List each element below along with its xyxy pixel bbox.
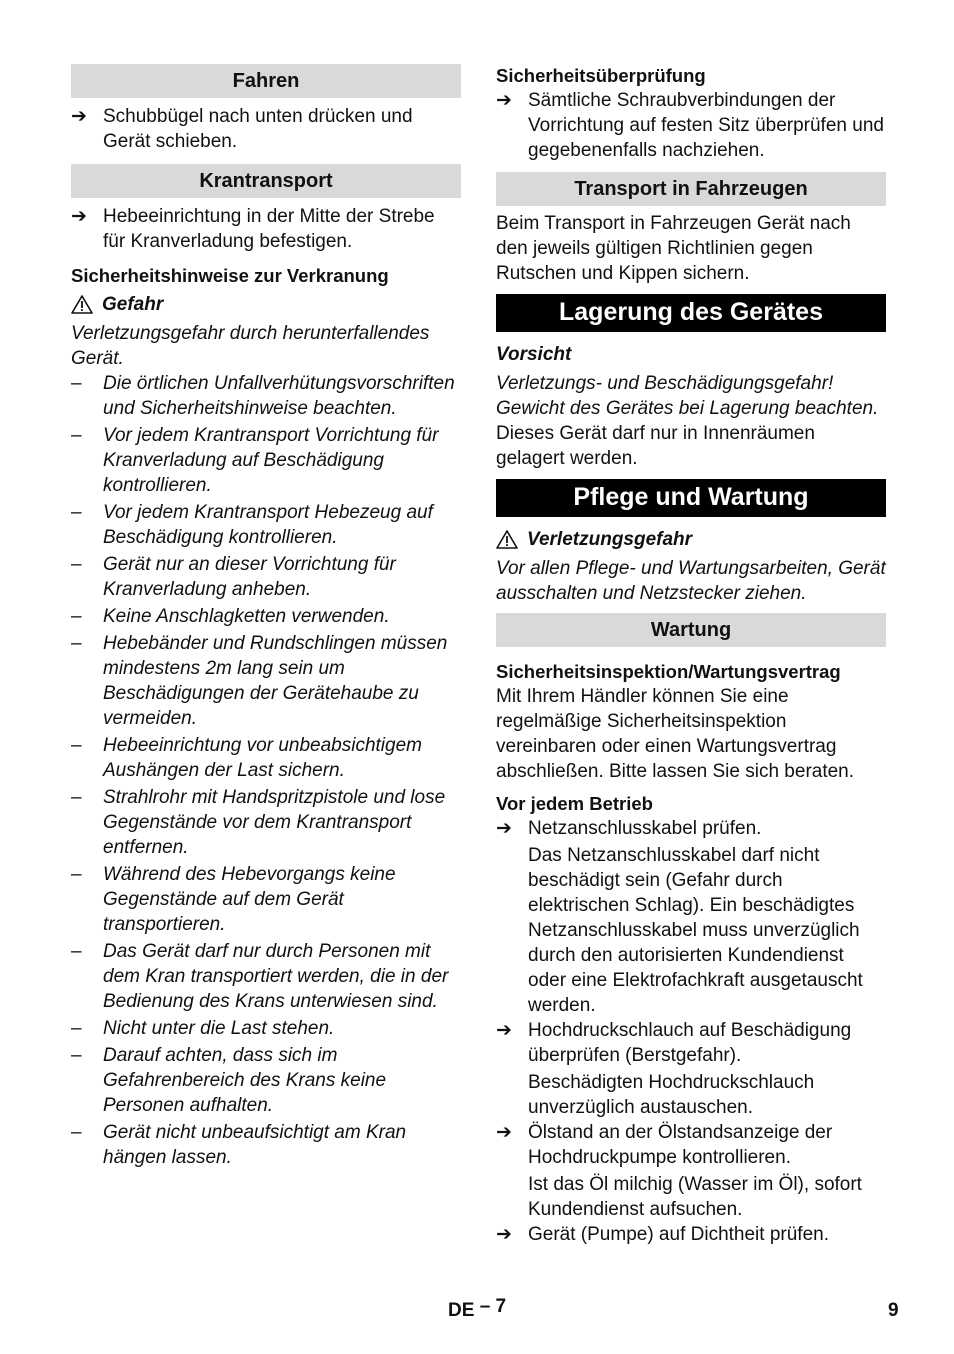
dash-bullet: – <box>71 633 82 654</box>
safety-list-item <box>71 604 461 629</box>
transport-text: Beim Transport in Fahrzeugen Gerät nach den jeweils gültigen Richtlinien gegen Rutschen und Kippen sichern. <box>496 213 851 284</box>
checklist-item <box>496 1222 886 1247</box>
arrow-right-icon: ➔ <box>71 206 87 227</box>
dash-bullet: – <box>71 864 82 885</box>
safety-list-text: Hebebänder und Rundschlingen müssen mindestens 2m lang sein um Beschädigungen der Gerätehaube zu vermeiden. <box>103 633 448 729</box>
chapter-heading-storage: Lagerung des Gerätes <box>496 294 886 332</box>
safety-list-text: Nicht unter die Last stehen. <box>103 1018 335 1039</box>
arrow-right-icon: ➔ <box>496 818 512 839</box>
checklist-detail: Das Netzanschlusskabel darf nicht beschädigt sein (Gefahr durch elektrischen Schlag). Ein beschädigtes Netzanschlusskabel muss unverzüglich durch den autorisierten Kundendienst oder eine Elektrofachkraft ausgetauscht werden. <box>528 845 863 1016</box>
dash-bullet: – <box>71 1122 82 1143</box>
warning-triangle-icon <box>71 295 93 314</box>
page-number: 9 <box>888 1300 899 1321</box>
dash-bullet: – <box>71 941 82 962</box>
arrow-right-icon: ➔ <box>496 1020 512 1041</box>
safety-list-text: Gerät nicht unbeaufsichtigt am Kran hängen lassen. <box>103 1122 407 1168</box>
section-heading-transport: Transport in Fahrzeugen <box>496 172 886 206</box>
language-label: DE <box>448 1300 475 1321</box>
checklist-main: Ölstand an der Ölstandsanzeige der Hochdruckpumpe kontrollieren. <box>528 1122 833 1168</box>
safety-list <box>71 371 461 1170</box>
injury-text: Vor allen Pflege- und Wartungsarbeiten, Gerät ausschalten und Netzstecker ziehen. <box>496 558 886 604</box>
checklist-main: Netzanschlusskabel prüfen. <box>528 818 762 839</box>
dash-bullet: – <box>71 1018 82 1039</box>
safety-list-text: Keine Anschlagketten verwenden. <box>103 606 390 627</box>
storage-text: Dieses Gerät darf nur in Innenräumen gelagert werden. <box>496 423 815 469</box>
page-reference: – 7 <box>479 1296 507 1317</box>
subheading-safety-crane: Sicherheitshinweise zur Verkranung <box>71 265 389 286</box>
checklist-item <box>496 1120 886 1170</box>
safety-list-text: Strahlrohr mit Handspritzpistole und lose Gegenstände vor dem Krantransport entfernen. <box>103 787 446 858</box>
chapter-heading-care: Pflege und Wartung <box>496 479 886 517</box>
safety-list-text: Während des Hebevorgangs keine Gegenstände auf dem Gerät transportieren. <box>103 864 396 935</box>
safety-list-text: Gerät nur an dieser Vorrichtung für Kranverladung anheben. <box>103 554 396 600</box>
checklist-detail: Ist das Öl milchig (Wasser im Öl), sofort Kundendienst aufsuchen. <box>528 1174 862 1220</box>
injury-warning <box>496 527 886 552</box>
footer-language <box>448 1298 506 1323</box>
checklist-item <box>496 1018 886 1068</box>
warning-label: Verletzungsgefahr <box>527 529 693 550</box>
inspection-text: Mit Ihrem Händler können Sie eine regelmäßige Sicherheitsinspektion vereinbaren oder einen Wartungsvertrag abschließen. Bitte lassen Sie sich beraten. <box>496 686 855 782</box>
checklist-main: Gerät (Pumpe) auf Dichtheit prüfen. <box>528 1224 829 1245</box>
safety-list-item <box>71 733 461 783</box>
arrow-right-icon: ➔ <box>496 1122 512 1143</box>
safety-list-item <box>71 552 461 602</box>
checklist-item <box>496 816 886 841</box>
instruction-text: Hebeeinrichtung in der Mitte der Strebe für Kranverladung befestigen. <box>103 206 435 252</box>
arrow-right-icon: ➔ <box>496 1224 512 1245</box>
safety-list-text: Darauf achten, dass sich im Gefahrenbereich des Krans keine Personen aufhalten. <box>103 1045 387 1116</box>
safety-list-text: Hebeeinrichtung vor unbeabsichtigem Aushängen der Last sichern. <box>103 735 422 781</box>
instruction-text: Sämtliche Schraubverbindungen der Vorrichtung auf festen Sitz überprüfen und gegebenenfalls nachziehen. <box>528 90 884 161</box>
dash-bullet: – <box>71 606 82 627</box>
danger-text: Verletzungsgefahr durch herunterfallendes Gerät. <box>71 323 430 369</box>
dash-bullet: – <box>71 554 82 575</box>
subheading-safety-check: Sicherheitsüberprüfung <box>496 65 706 86</box>
safety-list-text: Die örtlichen Unfallverhütungsvorschriften und Sicherheitshinweise beachten. <box>103 373 455 419</box>
danger-warning <box>71 292 461 317</box>
instruction-item <box>71 104 461 154</box>
section-heading-wartung: Wartung <box>496 613 886 647</box>
safety-list-item <box>71 371 461 421</box>
instruction-item <box>71 204 461 254</box>
safety-list-text: Das Gerät darf nur durch Personen mit dem Kran transportiert werden, die in der Bedienung des Krans unterwiesen sind. <box>103 941 449 1012</box>
right-column <box>496 64 886 1247</box>
operation-checklist <box>496 816 886 1247</box>
section-heading-krantransport: Krantransport <box>71 164 461 198</box>
dash-bullet: – <box>71 502 82 523</box>
dash-bullet: – <box>71 735 82 756</box>
safety-list-item <box>71 631 461 731</box>
safety-list-text: Vor jedem Krantransport Hebezeug auf Beschädigung kontrollieren. <box>103 502 433 548</box>
safety-list-item <box>71 1016 461 1041</box>
checklist-main: Hochdruckschlauch auf Beschädigung überprüfen (Berstgefahr). <box>528 1020 852 1066</box>
section-heading-fahren: Fahren <box>71 64 461 98</box>
left-column <box>71 64 461 1172</box>
warning-label: Gefahr <box>102 294 164 315</box>
arrow-right-icon: ➔ <box>71 106 87 127</box>
safety-list-item <box>71 500 461 550</box>
safety-list-item <box>71 862 461 937</box>
warning-triangle-icon <box>496 530 518 549</box>
caution-label: Vorsicht <box>496 344 572 365</box>
instruction-item <box>496 88 886 163</box>
safety-list-item <box>71 939 461 1014</box>
checklist-detail: Beschädigten Hochdruckschlauch unverzüglich austauschen. <box>528 1072 815 1118</box>
arrow-right-icon: ➔ <box>496 90 512 111</box>
subheading-before-operation: Vor jedem Betrieb <box>496 793 653 814</box>
dash-bullet: – <box>71 1045 82 1066</box>
instruction-text: Schubbügel nach unten drücken und Gerät schieben. <box>103 106 413 152</box>
safety-list-item <box>71 785 461 860</box>
safety-list-item <box>71 1043 461 1118</box>
caution-text: Verletzungs- und Beschädigungsgefahr! Gewicht des Gerätes bei Lagerung beachten. <box>496 373 879 419</box>
safety-list-text: Vor jedem Krantransport Vorrichtung für Kranverladung auf Beschädigung kontrollieren. <box>103 425 439 496</box>
subheading-inspection: Sicherheitsinspektion/Wartungsvertrag <box>496 661 841 682</box>
dash-bullet: – <box>71 425 82 446</box>
dash-bullet: – <box>71 373 82 394</box>
safety-list-item <box>71 1120 461 1170</box>
safety-list-item <box>71 423 461 498</box>
dash-bullet: – <box>71 787 82 808</box>
